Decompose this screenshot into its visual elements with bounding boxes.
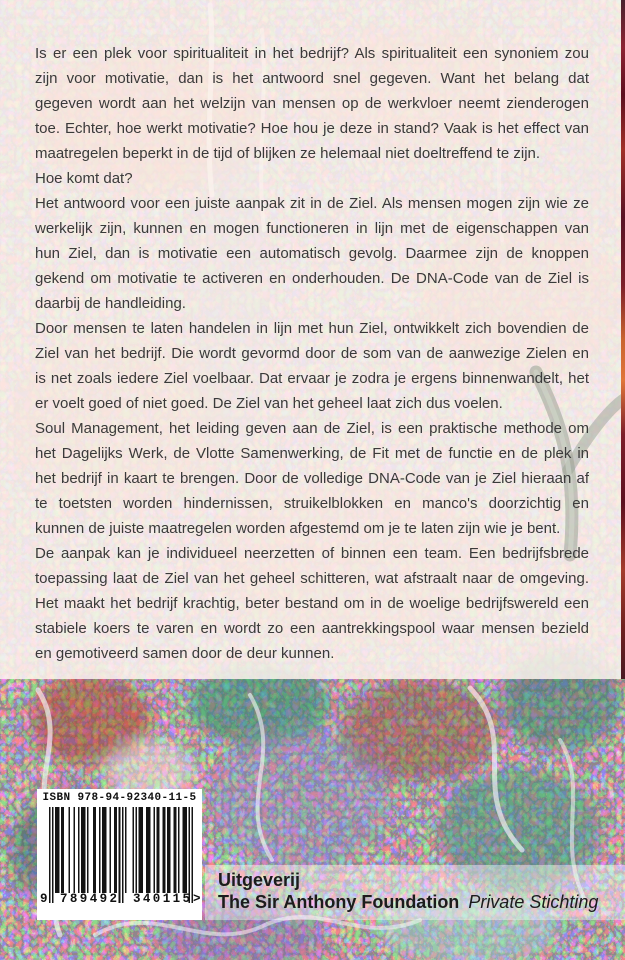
body-line: het bedrijf in kaart te brengen. Door de volledige DNA-Code van je Ziel hieraan af — [35, 470, 589, 487]
body-line: en gemotiveerd samen door de deur kunnen. — [35, 645, 335, 662]
body-line: Het antwoord voor een juiste aanpak zit in de Ziel. Als mensen mogen zijn wie ze — [35, 195, 589, 212]
body-line: maatregelen beperkt in de tijd of blijken ze helemaal niet doeltreffend te zijn. — [35, 145, 541, 162]
body-line: toepassing laat de Ziel van het geheel schitteren, wat afstraalt naar de omgeving. — [35, 570, 589, 587]
barcode-digit-lead: 9 — [40, 892, 48, 906]
body-line: gekend om motivatie te activeren en onderhouden. De DNA-Code van de Ziel is — [35, 270, 589, 287]
body-line: Is er een plek voor spiritualiteit in het bedrijf? Als spiritualiteit een synoniem zou — [35, 45, 589, 62]
body-line: Ziel van het bedrijf. Die wordt gevormd door de som van de aanwezige Zielen en — [35, 345, 589, 362]
body-line: te toetsten worden hindernissen, struikelblokken en manco's doorzichtig en — [35, 495, 589, 512]
barcode-quiet-zone-mark: > — [193, 892, 201, 906]
publisher-name-bold: The Sir Anthony Foundation — [218, 892, 460, 912]
body-line: kunnen de juiste maatregelen worden afgestemd om je te laten zijn wie je bent. — [35, 520, 561, 537]
barcode-digits — [37, 892, 202, 910]
body-line: Door mensen te laten handelen in lijn met hun Ziel, ontwikkelt zich bovendien de — [35, 320, 589, 337]
publisher-name-italic: Private Stichting — [468, 892, 599, 912]
barcode-digit-group2: 340115 — [133, 892, 193, 906]
body-line: Het maakt het bedrijf krachtig, beter bestand om in de woelige bedrijfswereld een — [35, 595, 589, 612]
right-edge-dark-strip — [621, 0, 625, 679]
body-text — [35, 41, 589, 666]
body-line: stabiele koers te varen en wordt zo een aantrekkingspool waar mensen bezield — [35, 620, 589, 637]
barcode-digit-group1: 789492 — [60, 892, 120, 906]
barcode-bars — [49, 807, 193, 903]
isbn-label: ISBN 978-94-92340-11-5 — [42, 792, 197, 804]
publisher-label: Uitgeverij — [218, 870, 301, 890]
barcode-box — [37, 789, 202, 920]
body-line: daarbij de handleiding. — [35, 295, 186, 312]
body-line: het Dagelijks Werk, de Vlotte Samenwerking, de Fit met de functie en de plek in — [35, 445, 589, 462]
body-line: zijn voor motivatie, dan is het antwoord snel gegeven. Want het belang dat — [35, 70, 589, 87]
body-line: Soul Management, het leiding geven aan de Ziel, is een praktische methode om — [35, 420, 589, 437]
body-line: werkelijk zijn, kunnen en mogen functioneren in lijn met de eigenschappen van — [35, 220, 589, 237]
body-line: hun Ziel, dan is motivatie een automatisch gevolg. Daarmee zijn de knoppen — [35, 245, 589, 262]
body-line: gegeven wordt aan het welzijn van mensen op de werkvloer neemt zienderogen — [35, 95, 589, 112]
publisher-name — [218, 891, 598, 913]
body-line: is net zoals iedere Ziel voelbaar. Dat ervaar je zodra je ergens binnenwandelt, het — [35, 370, 589, 387]
body-line: De aanpak kan je individueel neerzetten of binnen een team. Een bedrijfsbrede — [35, 545, 589, 562]
body-line: er voelt goed of niet goed. De Ziel van het geheel laat zich dus voelen. — [35, 395, 503, 412]
body-line: toe. Echter, hoe werkt motivatie? Hoe hou je deze in stand? Vaak is het effect van — [35, 120, 589, 137]
publisher-band — [205, 865, 625, 920]
body-line: Hoe komt dat? — [35, 170, 133, 187]
